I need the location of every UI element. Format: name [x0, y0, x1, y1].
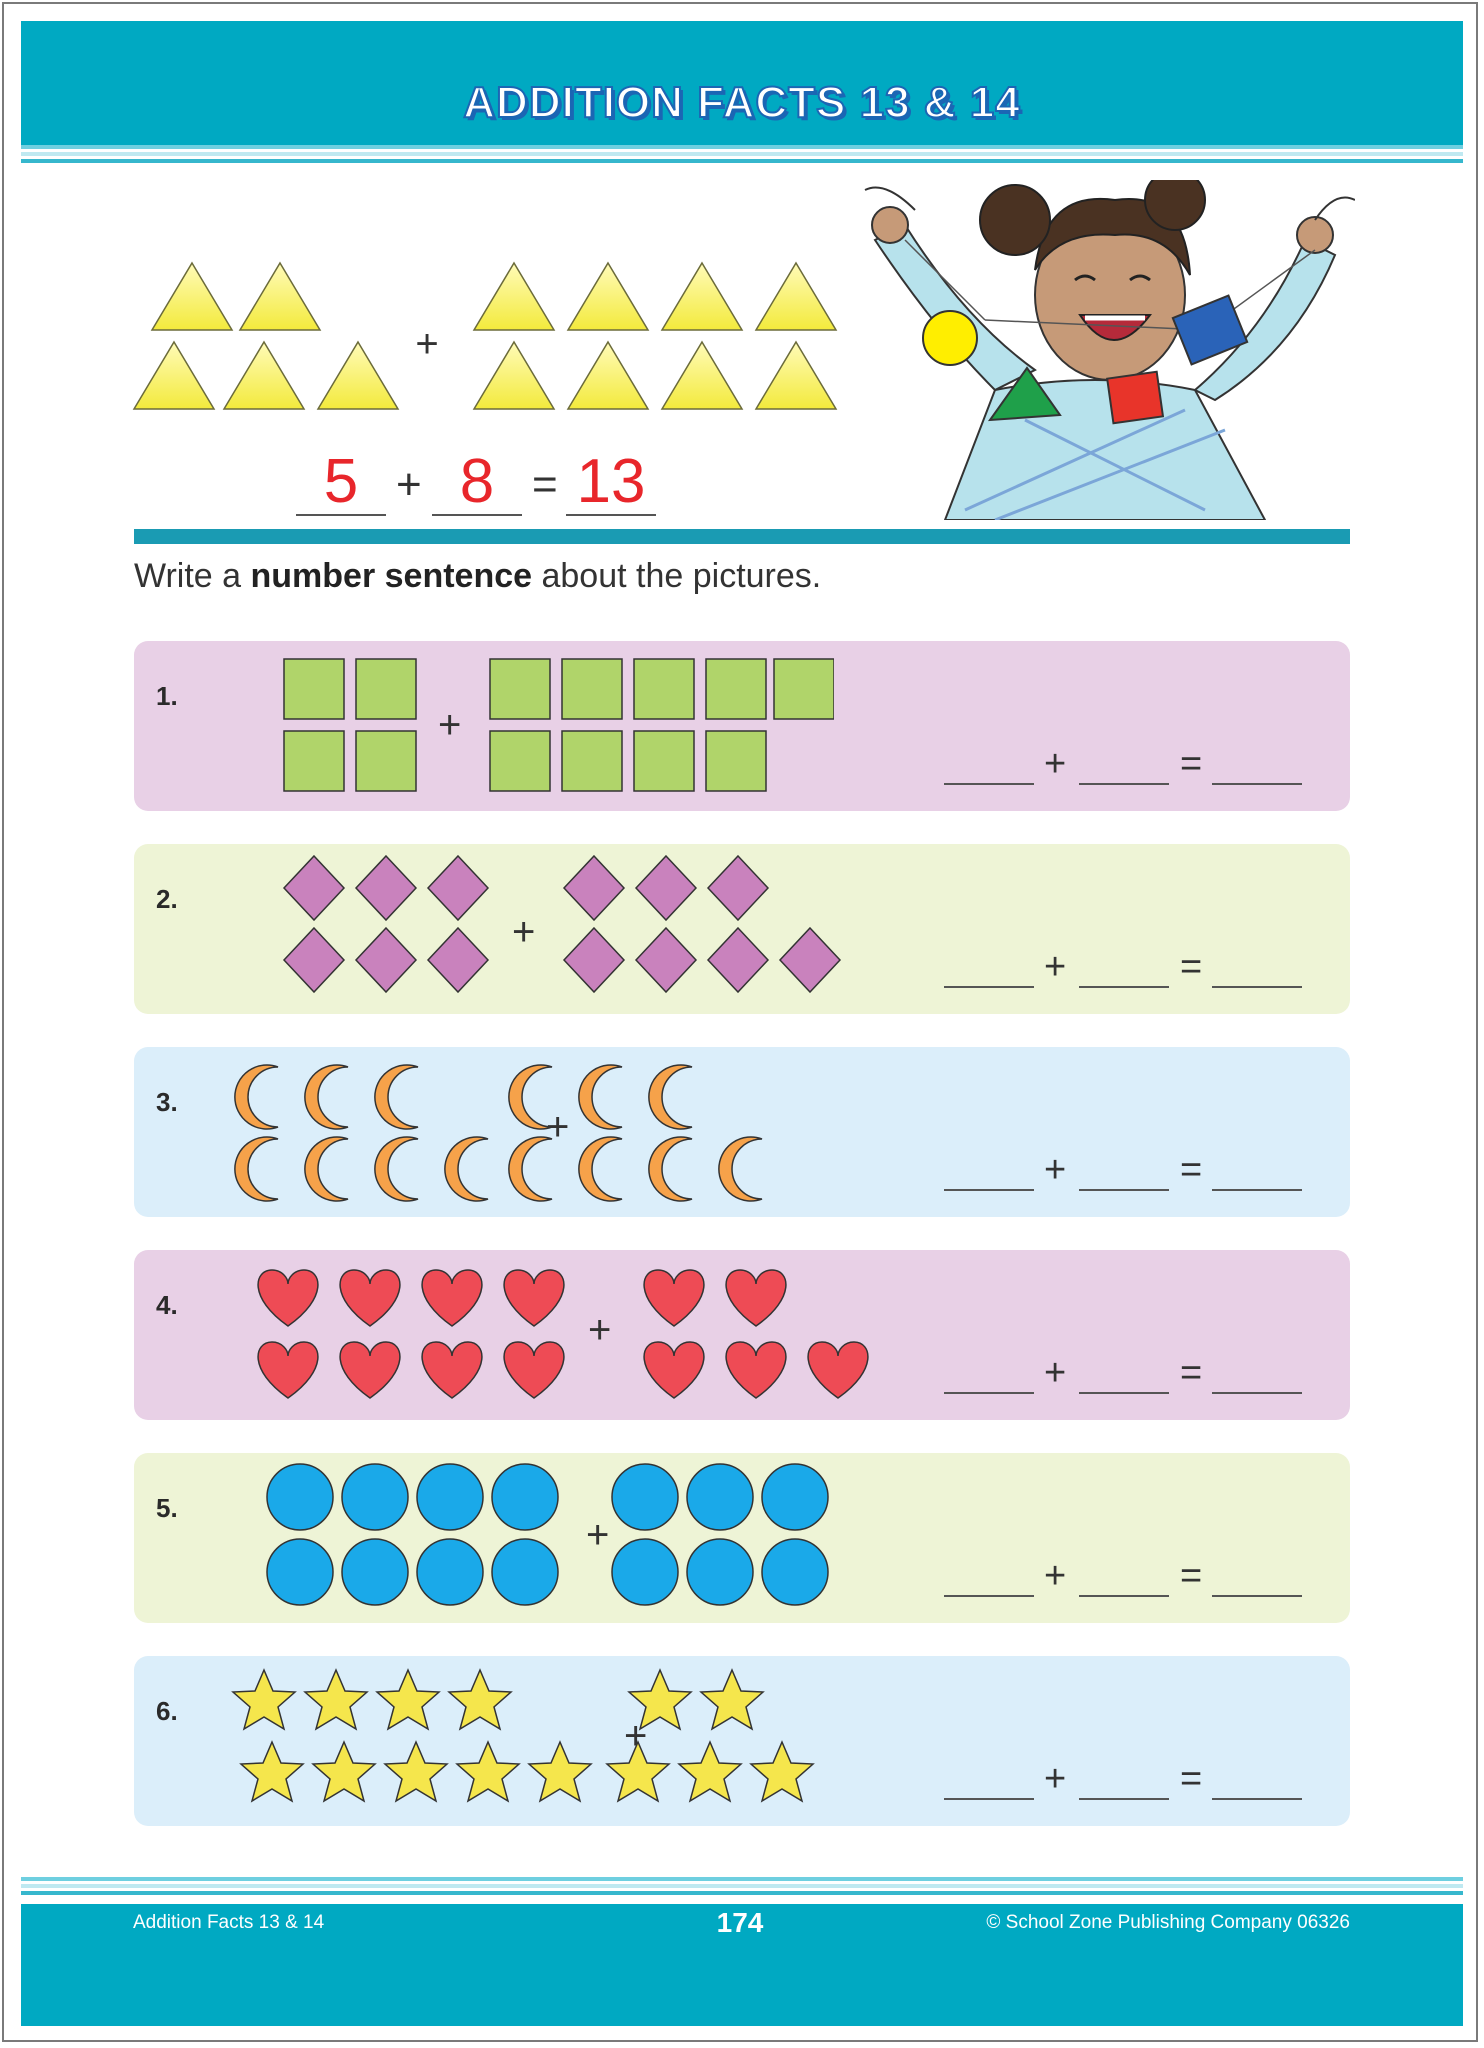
problem-2-answer [944, 942, 1324, 992]
answer-blank-addend-2[interactable] [1079, 1145, 1169, 1191]
triangle [756, 342, 836, 409]
problem-5-answer [944, 1551, 1324, 1601]
example-sum-answer: 13 [566, 450, 656, 516]
heart [258, 1342, 318, 1398]
problem-number: 4. [156, 1290, 178, 1320]
answer-plus: + [1044, 1555, 1067, 1597]
diamond [780, 928, 840, 992]
moon [445, 1137, 488, 1201]
diamond [708, 856, 768, 920]
problem-number: 2. [156, 884, 178, 914]
plus-sign: + [624, 1714, 648, 1758]
answer-blank-addend-2[interactable] [1079, 1551, 1169, 1597]
header-stripes [21, 145, 1463, 171]
star [377, 1670, 439, 1729]
diamond [564, 856, 624, 920]
star [233, 1670, 295, 1729]
plus-sign: + [546, 1105, 570, 1149]
triangle [662, 263, 742, 330]
diamond [428, 856, 488, 920]
circle [267, 1539, 333, 1605]
star [305, 1670, 367, 1729]
heart [808, 1342, 868, 1398]
square [774, 659, 834, 719]
problem-4-panel [134, 1250, 1350, 1420]
problem-1-panel [134, 641, 1350, 811]
problem-5-pictures [134, 1453, 894, 1623]
answer-blank-addend-2[interactable] [1079, 739, 1169, 785]
problem-number: 6. [156, 1696, 178, 1726]
square [356, 731, 416, 791]
circle [762, 1539, 828, 1605]
answer-equals: = [1180, 1758, 1203, 1800]
diamond [564, 928, 624, 992]
moon [235, 1137, 278, 1201]
problem-number: 5. [156, 1493, 178, 1523]
circle [267, 1464, 333, 1530]
answer-plus: + [1044, 743, 1067, 785]
star [529, 1742, 591, 1801]
star [701, 1670, 763, 1729]
problem-6-panel [134, 1656, 1350, 1826]
page-title: ADDITION FACTS 13 & 14 [463, 78, 1021, 127]
moon [649, 1065, 692, 1129]
answer-blank-sum[interactable] [1212, 942, 1302, 988]
footer-title: Addition Facts 13 & 14 [133, 1912, 325, 1933]
moon [579, 1137, 622, 1201]
heart [340, 1270, 400, 1326]
example-left-answer: 5 [296, 450, 386, 516]
heart [644, 1342, 704, 1398]
square [562, 659, 622, 719]
yellow-circle-shape [923, 311, 977, 365]
star [751, 1742, 813, 1801]
problem-4-answer [944, 1348, 1324, 1398]
answer-equals: = [1180, 1352, 1203, 1394]
copyright: © School Zone Publishing Company 06326 [986, 1912, 1350, 1933]
moon [649, 1137, 692, 1201]
square [706, 731, 766, 791]
triangle [240, 263, 320, 330]
answer-blank-addend-1[interactable] [944, 942, 1034, 988]
problem-number: 1. [156, 681, 178, 711]
heart [726, 1342, 786, 1398]
circle [687, 1539, 753, 1605]
diamond [428, 928, 488, 992]
problem-1-pictures [134, 641, 834, 811]
page-number: 174 [716, 1907, 764, 1938]
answer-blank-sum[interactable] [1212, 1551, 1302, 1597]
section-divider [134, 529, 1350, 544]
triangle [152, 263, 232, 330]
circle [492, 1464, 558, 1530]
triangle [474, 263, 554, 330]
square [634, 659, 694, 719]
answer-equals: = [1180, 743, 1203, 785]
problem-3-pictures [134, 1047, 894, 1217]
square [490, 731, 550, 791]
square [284, 731, 344, 791]
square [284, 659, 344, 719]
triangle [568, 342, 648, 409]
problem-5-panel [134, 1453, 1350, 1623]
problem-2-panel [134, 844, 1350, 1014]
plus-sign: + [588, 1308, 612, 1352]
footer-stripes [21, 1877, 1463, 1903]
answer-blank-sum[interactable] [1212, 739, 1302, 785]
example-plus-sign: + [415, 322, 439, 366]
answer-equals: = [1180, 1149, 1203, 1191]
triangle [134, 342, 214, 409]
diamond [356, 856, 416, 920]
moon [719, 1137, 762, 1201]
moon [375, 1065, 418, 1129]
moon [375, 1137, 418, 1201]
star [679, 1742, 741, 1801]
example-plus: + [396, 460, 422, 509]
moon [305, 1065, 348, 1129]
heart [258, 1270, 318, 1326]
circle [612, 1464, 678, 1530]
problem-1-answer [944, 739, 1324, 789]
answer-plus: + [1044, 1352, 1067, 1394]
plus-sign: + [512, 910, 536, 954]
heart [422, 1342, 482, 1398]
heart [504, 1342, 564, 1398]
example-right-answer: 8 [432, 450, 522, 516]
problem-6-pictures [134, 1656, 894, 1826]
heart [504, 1270, 564, 1326]
answer-blank-addend-1[interactable] [944, 739, 1034, 785]
problem-3-panel [134, 1047, 1350, 1217]
moon [305, 1137, 348, 1201]
triangle [474, 342, 554, 409]
answer-plus: + [1044, 1758, 1067, 1800]
answer-blank-addend-1[interactable] [944, 1145, 1034, 1191]
star [241, 1742, 303, 1801]
problem-3-answer [944, 1145, 1324, 1195]
problem-4-pictures [134, 1250, 894, 1420]
answer-plus: + [1044, 1149, 1067, 1191]
circle [342, 1464, 408, 1530]
plus-sign: + [438, 703, 462, 747]
moon [235, 1065, 278, 1129]
triangle [318, 342, 398, 409]
answer-blank-sum[interactable] [1212, 1145, 1302, 1191]
diamond [636, 928, 696, 992]
circle [762, 1464, 828, 1530]
star [449, 1670, 511, 1729]
example-equals: = [532, 460, 558, 509]
answer-blank-addend-1[interactable] [944, 1754, 1034, 1800]
answer-blank-sum[interactable] [1212, 1348, 1302, 1394]
red-square-shape [1107, 372, 1163, 424]
answer-blank-addend-2[interactable] [1079, 1754, 1169, 1800]
heart [644, 1270, 704, 1326]
square [634, 731, 694, 791]
triangle [568, 263, 648, 330]
problem-6-answer [944, 1754, 1324, 1804]
problem-2-pictures [134, 844, 854, 1014]
moon [579, 1065, 622, 1129]
circle [417, 1464, 483, 1530]
example-triangles [120, 240, 860, 430]
triangle [224, 342, 304, 409]
heart [340, 1342, 400, 1398]
diamond [284, 928, 344, 992]
answer-plus: + [1044, 946, 1067, 988]
heart [726, 1270, 786, 1326]
answer-equals: = [1180, 1555, 1203, 1597]
answer-blank-addend-2[interactable] [1079, 942, 1169, 988]
circle [342, 1539, 408, 1605]
answer-blank-sum[interactable] [1212, 1754, 1302, 1800]
square [562, 731, 622, 791]
diamond [708, 928, 768, 992]
triangle [756, 263, 836, 330]
triangle [662, 342, 742, 409]
answer-equals: = [1180, 946, 1203, 988]
instruction-text: Write a number sentence about the pictures. [134, 557, 822, 595]
star [385, 1742, 447, 1801]
circle [612, 1539, 678, 1605]
diamond [356, 928, 416, 992]
girl-illustration [845, 180, 1355, 520]
answer-blank-addend-1[interactable] [944, 1348, 1034, 1394]
heart [422, 1270, 482, 1326]
answer-blank-addend-1[interactable] [944, 1551, 1034, 1597]
square [490, 659, 550, 719]
problem-number: 3. [156, 1087, 178, 1117]
square [706, 659, 766, 719]
circle [687, 1464, 753, 1530]
plus-sign: + [586, 1513, 610, 1557]
star [313, 1742, 375, 1801]
circle [417, 1539, 483, 1605]
diamond [636, 856, 696, 920]
answer-blank-addend-2[interactable] [1079, 1348, 1169, 1394]
diamond [284, 856, 344, 920]
star [457, 1742, 519, 1801]
circle [492, 1539, 558, 1605]
square [356, 659, 416, 719]
